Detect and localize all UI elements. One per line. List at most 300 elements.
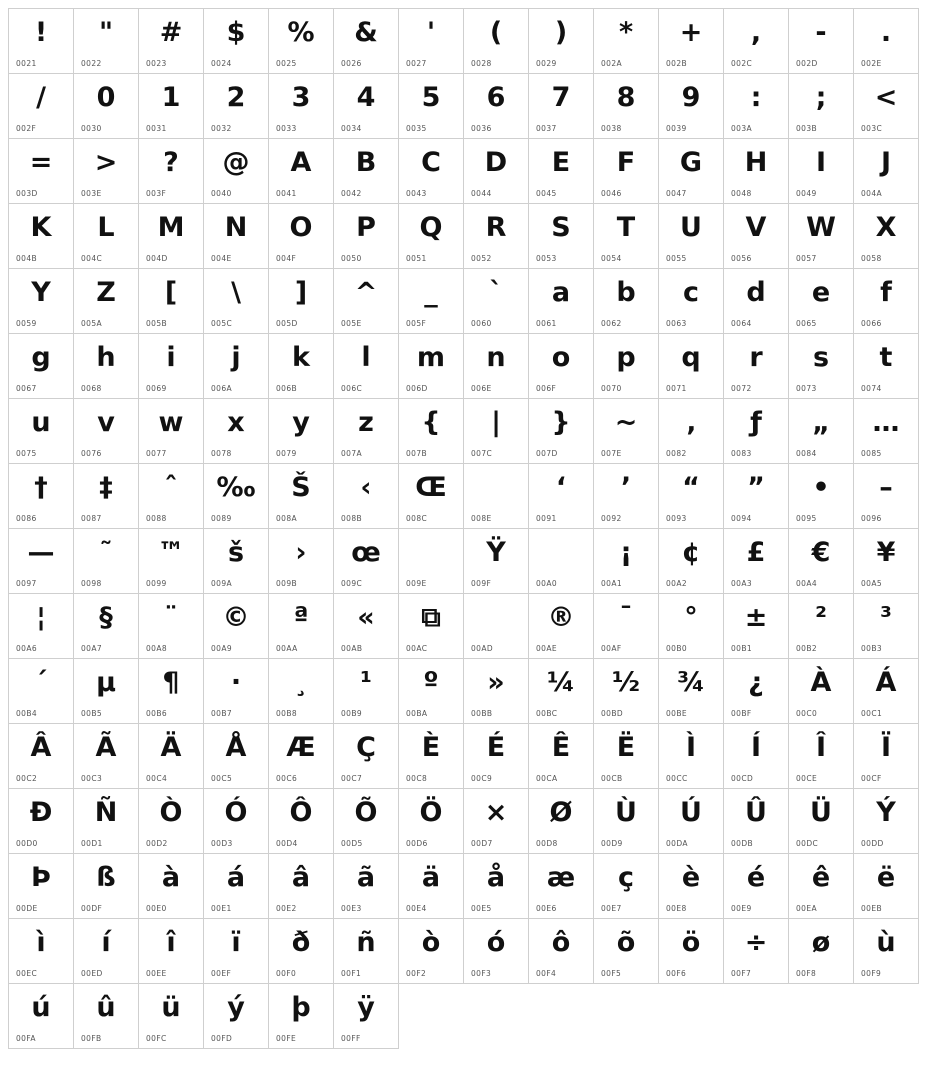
glyph-codepoint: 004F bbox=[276, 254, 297, 263]
glyph-cell[interactable] bbox=[9, 919, 74, 984]
glyph-cell[interactable] bbox=[139, 854, 204, 919]
glyph-cell[interactable] bbox=[529, 74, 594, 139]
glyph-codepoint: 0079 bbox=[276, 449, 297, 458]
glyph-character: à bbox=[161, 862, 181, 893]
glyph-character: ÿ bbox=[357, 992, 375, 1023]
glyph-codepoint: 0056 bbox=[731, 254, 752, 263]
glyph-cell[interactable] bbox=[269, 659, 334, 724]
glyph-codepoint: 0057 bbox=[796, 254, 817, 263]
glyph-character: ‘ bbox=[555, 472, 567, 503]
glyph-cell[interactable] bbox=[399, 919, 464, 984]
glyph-character: ? bbox=[163, 147, 179, 178]
glyph-cell[interactable] bbox=[334, 594, 399, 659]
glyph-cell[interactable] bbox=[724, 74, 789, 139]
glyph-cell[interactable] bbox=[789, 919, 854, 984]
glyph-character: œ bbox=[351, 537, 381, 568]
glyph-character: A bbox=[290, 147, 312, 178]
glyph-cell[interactable] bbox=[334, 659, 399, 724]
glyph-codepoint: 0048 bbox=[731, 189, 752, 198]
glyph-cell[interactable] bbox=[854, 74, 919, 139]
glyph-cell[interactable] bbox=[659, 594, 724, 659]
glyph-codepoint: 00DD bbox=[861, 839, 884, 848]
glyph-cell[interactable] bbox=[724, 919, 789, 984]
glyph-cell[interactable] bbox=[269, 724, 334, 789]
glyph-cell[interactable] bbox=[724, 789, 789, 854]
glyph-cell[interactable] bbox=[399, 529, 464, 594]
glyph-cell[interactable] bbox=[854, 139, 919, 204]
glyph-cell[interactable] bbox=[74, 594, 139, 659]
glyph-codepoint: 0091 bbox=[536, 514, 557, 523]
glyph-character: o bbox=[551, 342, 571, 373]
glyph-cell[interactable] bbox=[74, 139, 139, 204]
glyph-cell[interactable] bbox=[594, 659, 659, 724]
glyph-codepoint: 004B bbox=[16, 254, 38, 263]
glyph-cell[interactable] bbox=[464, 74, 529, 139]
glyph-codepoint: 00EE bbox=[146, 969, 167, 978]
glyph-cell[interactable] bbox=[9, 204, 74, 269]
glyph-cell[interactable] bbox=[659, 399, 724, 464]
glyph-cell[interactable] bbox=[269, 789, 334, 854]
glyph-codepoint: 0023 bbox=[146, 59, 167, 68]
glyph-character: Q bbox=[419, 212, 443, 243]
glyph-cell[interactable] bbox=[9, 529, 74, 594]
glyph-cell[interactable] bbox=[9, 464, 74, 529]
glyph-cell[interactable] bbox=[269, 854, 334, 919]
glyph-cell[interactable] bbox=[9, 74, 74, 139]
glyph-cell[interactable] bbox=[269, 139, 334, 204]
glyph-cell[interactable] bbox=[594, 74, 659, 139]
glyph-cell[interactable] bbox=[529, 659, 594, 724]
glyph-cell[interactable] bbox=[74, 464, 139, 529]
glyph-cell[interactable] bbox=[74, 334, 139, 399]
glyph-cell[interactable] bbox=[594, 724, 659, 789]
glyph-cell[interactable] bbox=[334, 724, 399, 789]
glyph-cell[interactable] bbox=[594, 464, 659, 529]
glyph-cell[interactable] bbox=[74, 9, 139, 74]
glyph-cell[interactable] bbox=[9, 334, 74, 399]
glyph-cell[interactable] bbox=[334, 919, 399, 984]
glyph-character: Ã bbox=[95, 732, 117, 763]
glyph-cell[interactable] bbox=[204, 334, 269, 399]
glyph-cell[interactable] bbox=[139, 74, 204, 139]
glyph-character: § bbox=[99, 602, 113, 633]
glyph-cell[interactable] bbox=[659, 139, 724, 204]
glyph-cell[interactable] bbox=[529, 334, 594, 399]
glyph-codepoint: 0060 bbox=[471, 319, 492, 328]
glyph-codepoint: 0030 bbox=[81, 124, 102, 133]
glyph-cell[interactable] bbox=[854, 399, 919, 464]
glyph-cell[interactable] bbox=[724, 139, 789, 204]
glyph-cell[interactable] bbox=[139, 789, 204, 854]
glyph-cell[interactable] bbox=[139, 334, 204, 399]
glyph-cell[interactable] bbox=[594, 789, 659, 854]
glyph-cell[interactable] bbox=[789, 594, 854, 659]
glyph-cell[interactable] bbox=[854, 464, 919, 529]
glyph-character: J bbox=[880, 147, 892, 178]
glyph-cell[interactable] bbox=[594, 269, 659, 334]
glyph-codepoint: 0067 bbox=[16, 384, 37, 393]
glyph-cell[interactable] bbox=[204, 9, 269, 74]
glyph-cell[interactable] bbox=[659, 464, 724, 529]
glyph-cell[interactable] bbox=[139, 9, 204, 74]
glyph-cell[interactable] bbox=[529, 139, 594, 204]
glyph-cell[interactable] bbox=[789, 464, 854, 529]
glyph-cell[interactable] bbox=[334, 789, 399, 854]
glyph-cell[interactable] bbox=[529, 724, 594, 789]
glyph-cell[interactable] bbox=[594, 139, 659, 204]
glyph-cell[interactable] bbox=[139, 204, 204, 269]
glyph-cell[interactable] bbox=[269, 204, 334, 269]
glyph-codepoint: 0054 bbox=[601, 254, 622, 263]
glyph-cell[interactable] bbox=[529, 399, 594, 464]
glyph-cell[interactable] bbox=[139, 984, 204, 1049]
glyph-cell[interactable] bbox=[9, 984, 74, 1049]
glyph-cell[interactable] bbox=[529, 789, 594, 854]
glyph-cell[interactable] bbox=[464, 854, 529, 919]
glyph-codepoint: 00AD bbox=[471, 644, 494, 653]
glyph-cell[interactable] bbox=[789, 269, 854, 334]
glyph-cell[interactable] bbox=[139, 529, 204, 594]
glyph-cell[interactable] bbox=[269, 334, 334, 399]
glyph-cell[interactable] bbox=[659, 919, 724, 984]
glyph-cell[interactable] bbox=[659, 659, 724, 724]
glyph-codepoint: 0047 bbox=[666, 189, 687, 198]
glyph-codepoint: 0062 bbox=[601, 319, 622, 328]
glyph-cell[interactable] bbox=[9, 139, 74, 204]
glyph-cell[interactable] bbox=[789, 204, 854, 269]
glyph-cell[interactable] bbox=[334, 74, 399, 139]
glyph-cell[interactable] bbox=[464, 594, 529, 659]
glyph-cell[interactable] bbox=[9, 789, 74, 854]
glyph-cell[interactable] bbox=[269, 464, 334, 529]
glyph-cell[interactable] bbox=[724, 594, 789, 659]
glyph-character: å bbox=[486, 862, 506, 893]
glyph-cell[interactable] bbox=[204, 139, 269, 204]
glyph-cell[interactable] bbox=[269, 594, 334, 659]
glyph-cell[interactable] bbox=[399, 269, 464, 334]
glyph-cell[interactable] bbox=[659, 724, 724, 789]
glyph-cell[interactable] bbox=[594, 9, 659, 74]
glyph-cell[interactable] bbox=[74, 204, 139, 269]
glyph-cell[interactable] bbox=[464, 724, 529, 789]
glyph-cell[interactable] bbox=[854, 789, 919, 854]
glyph-cell[interactable] bbox=[854, 659, 919, 724]
glyph-codepoint: 00A9 bbox=[211, 644, 233, 653]
glyph-cell[interactable] bbox=[334, 334, 399, 399]
glyph-cell[interactable] bbox=[464, 399, 529, 464]
glyph-cell[interactable] bbox=[399, 399, 464, 464]
glyph-cell[interactable] bbox=[269, 9, 334, 74]
glyph-cell[interactable] bbox=[789, 659, 854, 724]
glyph-character: % bbox=[287, 17, 315, 48]
glyph-cell[interactable] bbox=[854, 269, 919, 334]
glyph-cell[interactable] bbox=[204, 919, 269, 984]
glyph-character: 6 bbox=[486, 82, 506, 113]
glyph-cell[interactable] bbox=[139, 399, 204, 464]
glyph-character: ç bbox=[617, 862, 634, 893]
glyph-cell[interactable] bbox=[269, 919, 334, 984]
glyph-codepoint: 00B0 bbox=[666, 644, 688, 653]
glyph-codepoint: 0095 bbox=[796, 514, 817, 523]
glyph-codepoint: 00AF bbox=[601, 644, 622, 653]
glyph-cell[interactable] bbox=[334, 854, 399, 919]
glyph-cell[interactable] bbox=[529, 9, 594, 74]
glyph-codepoint: 009F bbox=[471, 579, 492, 588]
glyph-character: ( bbox=[489, 17, 503, 48]
glyph-cell[interactable] bbox=[854, 334, 919, 399]
glyph-codepoint: 0070 bbox=[601, 384, 622, 393]
glyph-codepoint: 00BD bbox=[601, 709, 624, 718]
glyph-cell[interactable] bbox=[204, 399, 269, 464]
glyph-character: ˆ bbox=[164, 472, 178, 503]
glyph-cell[interactable] bbox=[724, 334, 789, 399]
glyph-cell[interactable] bbox=[269, 269, 334, 334]
glyph-codepoint: 007C bbox=[471, 449, 493, 458]
glyph-cell[interactable] bbox=[399, 854, 464, 919]
glyph-cell[interactable] bbox=[594, 204, 659, 269]
glyph-cell[interactable] bbox=[204, 854, 269, 919]
glyph-cell[interactable] bbox=[334, 464, 399, 529]
glyph-character: ) bbox=[554, 17, 568, 48]
glyph-character: â bbox=[291, 862, 311, 893]
glyph-character: õ bbox=[616, 927, 636, 958]
glyph-cell[interactable] bbox=[269, 74, 334, 139]
glyph-cell[interactable] bbox=[334, 529, 399, 594]
glyph-cell[interactable] bbox=[854, 724, 919, 789]
glyph-cell[interactable] bbox=[204, 724, 269, 789]
glyph-codepoint: 0066 bbox=[861, 319, 882, 328]
glyph-cell[interactable] bbox=[789, 9, 854, 74]
glyph-cell[interactable] bbox=[789, 139, 854, 204]
glyph-codepoint: 00EF bbox=[211, 969, 232, 978]
glyph-cell[interactable] bbox=[269, 984, 334, 1049]
glyph-cell[interactable] bbox=[139, 659, 204, 724]
glyph-cell[interactable] bbox=[659, 789, 724, 854]
glyph-cell[interactable] bbox=[399, 139, 464, 204]
glyph-cell[interactable] bbox=[74, 854, 139, 919]
glyph-cell[interactable] bbox=[139, 919, 204, 984]
glyph-character: á bbox=[226, 862, 246, 893]
glyph-cell[interactable] bbox=[9, 724, 74, 789]
glyph-cell[interactable] bbox=[399, 659, 464, 724]
glyph-cell[interactable] bbox=[399, 464, 464, 529]
glyph-cell[interactable] bbox=[854, 594, 919, 659]
glyph-cell[interactable] bbox=[464, 9, 529, 74]
glyph-cell[interactable] bbox=[464, 334, 529, 399]
glyph-codepoint: 0064 bbox=[731, 319, 752, 328]
glyph-cell[interactable] bbox=[659, 854, 724, 919]
glyph-cell[interactable] bbox=[659, 74, 724, 139]
glyph-codepoint: 00FA bbox=[16, 1034, 36, 1043]
glyph-cell[interactable] bbox=[594, 529, 659, 594]
glyph-character: M bbox=[157, 212, 185, 243]
glyph-cell[interactable] bbox=[74, 789, 139, 854]
glyph-cell[interactable] bbox=[529, 464, 594, 529]
glyph-character: ‰ bbox=[216, 472, 256, 503]
glyph-cell[interactable] bbox=[334, 984, 399, 1049]
glyph-cell[interactable] bbox=[789, 399, 854, 464]
glyph-cell[interactable] bbox=[74, 984, 139, 1049]
glyph-character: ƒ bbox=[750, 407, 762, 438]
glyph-cell[interactable] bbox=[789, 74, 854, 139]
glyph-cell[interactable] bbox=[659, 269, 724, 334]
glyph-codepoint: 00FE bbox=[276, 1034, 297, 1043]
glyph-cell[interactable] bbox=[724, 659, 789, 724]
glyph-character: Â bbox=[30, 732, 52, 763]
glyph-cell[interactable] bbox=[724, 9, 789, 74]
glyph-cell[interactable] bbox=[594, 399, 659, 464]
glyph-codepoint: 00CB bbox=[601, 774, 623, 783]
glyph-cell[interactable] bbox=[9, 854, 74, 919]
glyph-cell[interactable] bbox=[529, 854, 594, 919]
glyph-cell[interactable] bbox=[789, 334, 854, 399]
glyph-cell[interactable] bbox=[269, 529, 334, 594]
glyph-cell[interactable] bbox=[74, 919, 139, 984]
glyph-cell[interactable] bbox=[204, 464, 269, 529]
glyph-cell[interactable] bbox=[334, 399, 399, 464]
glyph-codepoint: 0092 bbox=[601, 514, 622, 523]
glyph-cell[interactable] bbox=[594, 594, 659, 659]
glyph-cell[interactable] bbox=[399, 789, 464, 854]
glyph-cell[interactable] bbox=[9, 269, 74, 334]
glyph-cell[interactable] bbox=[659, 204, 724, 269]
glyph-character: Ê bbox=[551, 732, 571, 763]
glyph-cell[interactable] bbox=[464, 529, 529, 594]
glyph-cell[interactable] bbox=[399, 74, 464, 139]
glyph-cell[interactable] bbox=[789, 724, 854, 789]
glyph-cell[interactable] bbox=[399, 594, 464, 659]
glyph-cell[interactable] bbox=[204, 984, 269, 1049]
glyph-cell[interactable] bbox=[74, 724, 139, 789]
glyph-cell[interactable] bbox=[74, 74, 139, 139]
glyph-cell[interactable] bbox=[529, 919, 594, 984]
glyph-codepoint: 0058 bbox=[861, 254, 882, 263]
glyph-cell[interactable] bbox=[204, 789, 269, 854]
glyph-character: n bbox=[486, 342, 506, 373]
glyph-cell[interactable] bbox=[854, 854, 919, 919]
glyph-cell[interactable] bbox=[139, 269, 204, 334]
glyph-codepoint: 008E bbox=[471, 514, 492, 523]
glyph-codepoint: 0040 bbox=[211, 189, 232, 198]
glyph-character: 2 bbox=[226, 82, 246, 113]
glyph-cell[interactable] bbox=[724, 529, 789, 594]
glyph-cell[interactable] bbox=[854, 9, 919, 74]
glyph-character: · bbox=[230, 667, 242, 698]
glyph-cell[interactable] bbox=[854, 204, 919, 269]
glyph-codepoint: 006F bbox=[536, 384, 557, 393]
glyph-codepoint: 00D4 bbox=[276, 839, 298, 848]
glyph-cell[interactable] bbox=[399, 334, 464, 399]
glyph-cell[interactable] bbox=[724, 854, 789, 919]
glyph-codepoint: 00B4 bbox=[16, 709, 38, 718]
glyph-character: Õ bbox=[354, 797, 378, 828]
glyph-character: 4 bbox=[356, 82, 376, 113]
glyph-cell[interactable] bbox=[204, 529, 269, 594]
glyph-cell[interactable] bbox=[724, 269, 789, 334]
glyph-cell[interactable] bbox=[464, 139, 529, 204]
glyph-cell[interactable] bbox=[724, 464, 789, 529]
glyph-cell[interactable] bbox=[204, 269, 269, 334]
glyph-cell[interactable] bbox=[529, 594, 594, 659]
glyph-cell[interactable] bbox=[399, 204, 464, 269]
glyph-cell[interactable] bbox=[594, 334, 659, 399]
glyph-cell[interactable] bbox=[74, 659, 139, 724]
glyph-cell[interactable] bbox=[139, 139, 204, 204]
glyph-cell[interactable] bbox=[464, 204, 529, 269]
glyph-codepoint: 00F6 bbox=[666, 969, 687, 978]
glyph-cell[interactable] bbox=[9, 659, 74, 724]
glyph-character: z bbox=[358, 407, 374, 438]
glyph-codepoint: 00D3 bbox=[211, 839, 233, 848]
glyph-cell[interactable] bbox=[659, 529, 724, 594]
glyph-cell[interactable] bbox=[854, 919, 919, 984]
glyph-cell[interactable] bbox=[724, 204, 789, 269]
glyph-codepoint: 0042 bbox=[341, 189, 362, 198]
glyph-cell[interactable] bbox=[74, 269, 139, 334]
glyph-cell[interactable] bbox=[659, 334, 724, 399]
glyph-cell[interactable] bbox=[269, 399, 334, 464]
glyph-codepoint: 00A0 bbox=[536, 579, 558, 588]
glyph-cell[interactable] bbox=[529, 204, 594, 269]
glyph-character: ' bbox=[426, 17, 436, 48]
glyph-cell[interactable] bbox=[789, 529, 854, 594]
glyph-cell[interactable] bbox=[789, 854, 854, 919]
glyph-cell[interactable] bbox=[74, 529, 139, 594]
glyph-cell[interactable] bbox=[204, 74, 269, 139]
glyph-cell[interactable] bbox=[854, 529, 919, 594]
glyph-cell[interactable] bbox=[724, 399, 789, 464]
glyph-cell[interactable] bbox=[399, 9, 464, 74]
glyph-character: Z bbox=[96, 277, 116, 308]
glyph-cell[interactable] bbox=[139, 464, 204, 529]
glyph-cell[interactable] bbox=[529, 529, 594, 594]
glyph-cell[interactable] bbox=[464, 659, 529, 724]
glyph-cell[interactable] bbox=[204, 204, 269, 269]
glyph-codepoint: 003A bbox=[731, 124, 753, 133]
glyph-cell[interactable] bbox=[9, 399, 74, 464]
glyph-cell[interactable] bbox=[464, 269, 529, 334]
glyph-cell[interactable] bbox=[724, 724, 789, 789]
glyph-codepoint: 00F2 bbox=[406, 969, 427, 978]
glyph-cell[interactable] bbox=[464, 789, 529, 854]
glyph-character: Ò bbox=[159, 797, 183, 828]
glyph-cell[interactable] bbox=[334, 9, 399, 74]
glyph-cell[interactable] bbox=[789, 789, 854, 854]
glyph-cell[interactable] bbox=[334, 269, 399, 334]
glyph-cell[interactable] bbox=[334, 139, 399, 204]
glyph-codepoint: 005D bbox=[276, 319, 298, 328]
glyph-cell[interactable] bbox=[399, 724, 464, 789]
glyph-cell[interactable] bbox=[139, 594, 204, 659]
glyph-cell[interactable] bbox=[9, 9, 74, 74]
glyph-character: ` bbox=[489, 277, 503, 308]
glyph-codepoint: 003F bbox=[146, 189, 167, 198]
glyph-character: è bbox=[681, 862, 701, 893]
glyph-cell[interactable] bbox=[659, 9, 724, 74]
glyph-cell[interactable] bbox=[139, 724, 204, 789]
glyph-cell[interactable] bbox=[74, 399, 139, 464]
glyph-cell[interactable] bbox=[464, 464, 529, 529]
glyph-cell[interactable] bbox=[464, 919, 529, 984]
glyph-cell[interactable] bbox=[529, 269, 594, 334]
glyph-cell[interactable] bbox=[334, 204, 399, 269]
glyph-cell[interactable] bbox=[9, 594, 74, 659]
glyph-cell[interactable] bbox=[204, 594, 269, 659]
glyph-cell[interactable] bbox=[594, 919, 659, 984]
glyph-character: G bbox=[679, 147, 703, 178]
glyph-cell[interactable] bbox=[204, 659, 269, 724]
glyph-cell[interactable] bbox=[594, 854, 659, 919]
